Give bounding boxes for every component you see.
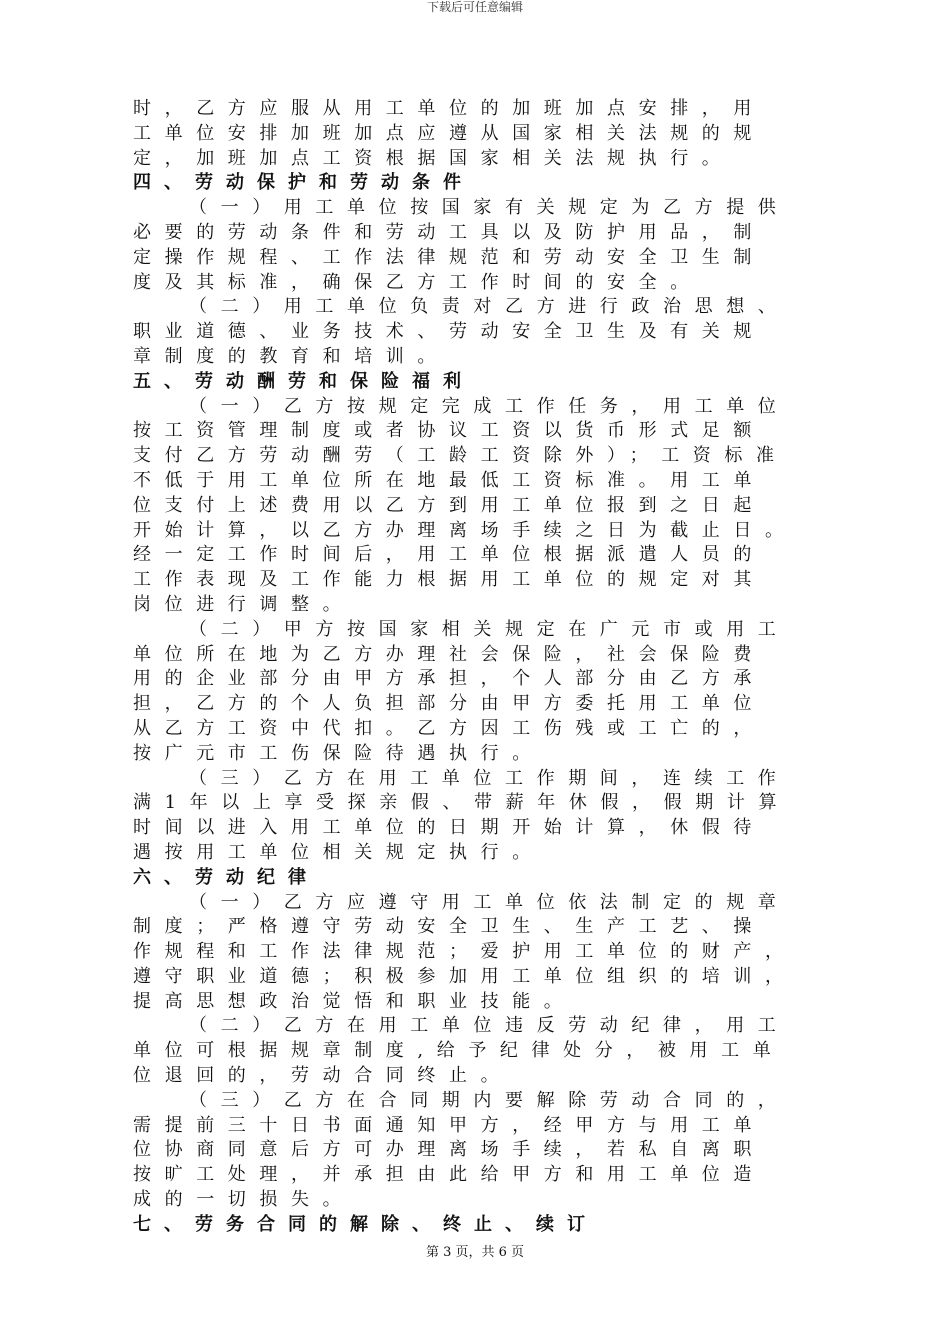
- text-line: 必要的劳动条件和劳动工具以及防护用品，制: [133, 221, 765, 243]
- document-body: [133, 97, 833, 1238]
- section-heading: 七、劳务合同的解除、终止、续订: [133, 1213, 598, 1235]
- text-line: （一）乙方按规定完成工作任务，用工单位: [189, 395, 790, 417]
- text-line: 时间以进入用工单位的日期开始计算，休假待: [133, 817, 765, 839]
- text-line: 单位所在地为乙方办理社会保险，社会保险费: [133, 643, 765, 665]
- text-line: 用的企业部分由甲方承担，个人部分由乙方承: [133, 668, 765, 690]
- text-line: （二）乙方在用工单位违反劳动纪律，用工: [189, 1015, 790, 1037]
- text-line: 提高思想政治觉悟和职业技能。: [133, 990, 576, 1012]
- text-line: 位退回的，劳动合同终止。: [133, 1065, 513, 1087]
- text-line: 支付乙方劳动酬劳（工龄工资除外）；工资标准: [133, 445, 788, 467]
- text-line: 开始计算，以乙方办理离场手续之日为截止日。: [133, 519, 797, 541]
- text-line: 不低于用工单位所在地最低工资标准。用工单: [133, 469, 765, 491]
- text-line: （一）用工单位按国家有关规定为乙方提供: [189, 197, 790, 219]
- text-line: 遵守职业道德；积极参加用工单位组织的培训，: [133, 965, 797, 987]
- section-heading: 四、劳动保护和劳动条件: [133, 172, 474, 194]
- section-heading: 六、劳动纪律: [133, 866, 319, 888]
- text-line: 按工资管理制度或者协议工资以货币形式足额: [133, 420, 765, 442]
- text-line: 遇按用工单位相关规定执行。: [133, 841, 544, 863]
- text-line: （三）乙方在合同期内要解除劳动合同的，: [189, 1089, 790, 1111]
- text-line: 位协商同意后方可办理离场手续，若私自离职: [133, 1139, 765, 1161]
- text-line: 时，乙方应服从用工单位的加班加点安排，用: [133, 98, 765, 119]
- text-line: （二）用工单位负责对乙方进行政治思想、: [189, 296, 790, 318]
- text-line: 满1年以上享受探亲假、带薪年休假，假期计算: [133, 792, 791, 814]
- text-line: （一）乙方应遵守用工单位依法制定的规章: [189, 891, 790, 913]
- text-line: 工单位安排加班加点应遵从国家相关法规的规: [133, 122, 765, 144]
- text-line: 经一定工作时间后，用工单位根据派遣人员的: [133, 544, 765, 566]
- text-line: 章制度的教育和培训。: [133, 345, 449, 367]
- text-line: 担，乙方的个人负担部分由甲方委托用工单位: [133, 693, 765, 715]
- text-line: （二）甲方按国家相关规定在广元市或用工: [189, 618, 790, 640]
- text-line: 单位可根据规章制度,给予纪律处分，被用工单: [133, 1040, 785, 1062]
- text-line: 按旷工处理，并承担由此给甲方和用工单位造: [133, 1164, 765, 1186]
- text-line: 定操作规程、工作法律规范和劳动安全卫生制: [133, 246, 765, 268]
- text-line: 职业道德、业务技术、劳动安全卫生及有关规: [133, 321, 765, 343]
- text-line: （三）乙方在用工单位工作期间，连续工作: [189, 767, 790, 789]
- text-line: 位支付上述费用以乙方到用工单位报到之日起: [133, 494, 765, 516]
- text-line: 岗位进行调整。: [133, 593, 355, 615]
- section-heading: 五、劳动酬劳和保险福利: [133, 370, 474, 392]
- text-line: 需提前三十日书面通知甲方，经甲方与用工单: [133, 1114, 765, 1136]
- page-header: 下载后可任意编辑: [426, 0, 523, 14]
- text-line: 从乙方工资中代扣。乙方因工伤残或工亡的，: [133, 717, 765, 739]
- text-line: 作规程和工作法律规范；爱护用工单位的财产，: [133, 941, 797, 963]
- text-line: 定，加班加点工资根据国家相关法规执行。: [133, 147, 734, 169]
- page-footer: 第 3 页，共 6 页: [425, 1245, 525, 1260]
- text-line: 工作表现及工作能力根据用工单位的规定对其: [133, 569, 765, 591]
- text-line: 度及其标准，确保乙方工作时间的安全。: [133, 271, 702, 293]
- text-line: 成的一切损失。: [133, 1189, 355, 1211]
- text-line: 制度；严格遵守劳动安全卫生、生产工艺、操: [133, 916, 765, 938]
- text-line: 按广元市工伤保险待遇执行。: [133, 742, 544, 764]
